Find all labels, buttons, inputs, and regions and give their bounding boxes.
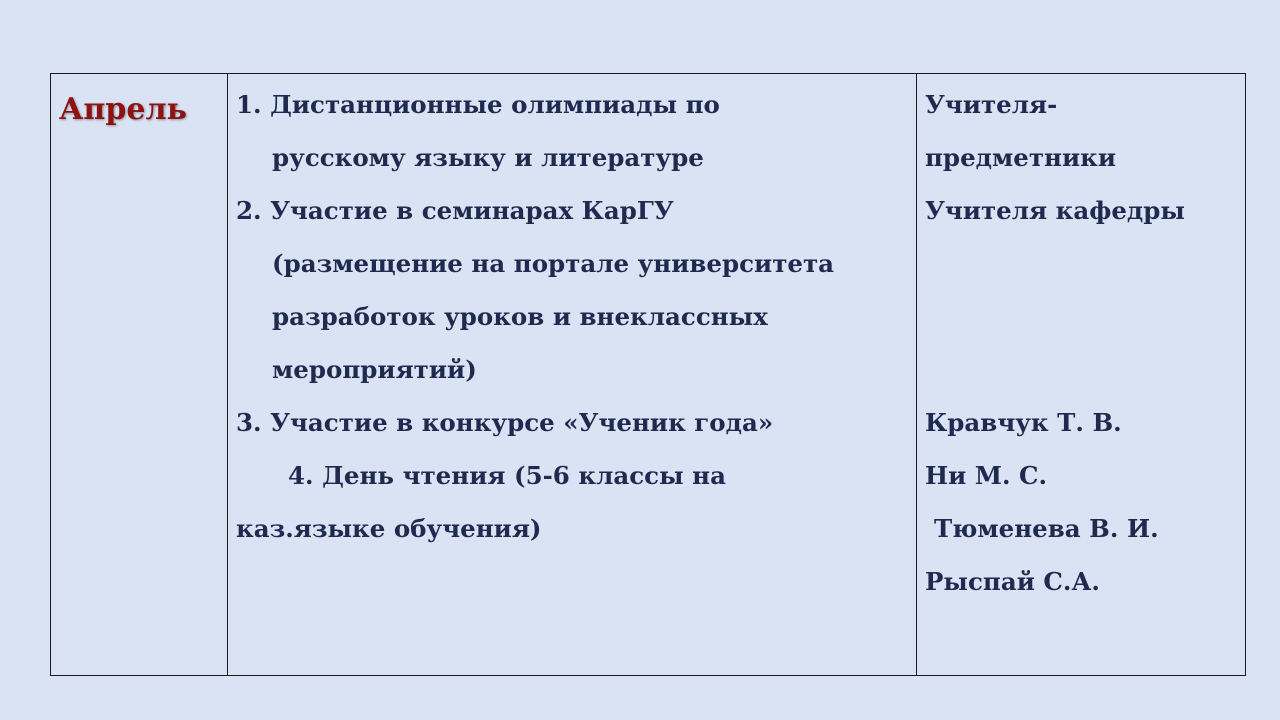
plan-table xyxy=(50,73,1246,676)
table-row xyxy=(51,74,1246,676)
events-list xyxy=(228,74,916,555)
responsible-line: Учителя кафедры xyxy=(925,196,1185,225)
event-line: 3. Участие в конкурсе «Ученик года» xyxy=(236,408,774,437)
responsible-person: Рыспай С.А. xyxy=(925,567,1100,596)
responsible-list xyxy=(917,74,1245,608)
event-line: 1. Дистанционные олимпиады по xyxy=(236,90,720,119)
event-line: разработок уроков и внеклассных xyxy=(272,302,768,331)
responsible-person: Тюменева В. И. xyxy=(934,514,1159,543)
event-line: (размещение на портале университета xyxy=(272,249,835,278)
month-label: Апрель xyxy=(59,92,187,127)
events-cell xyxy=(228,74,917,676)
event-line: 4. День чтения (5-6 классы на xyxy=(288,461,726,490)
responsible-line: предметники xyxy=(925,143,1116,172)
spacer xyxy=(925,237,1245,396)
responsible-line: Учителя- xyxy=(925,90,1058,119)
event-line: мероприятий) xyxy=(272,355,477,384)
event-line: 2. Участие в семинарах КарГУ xyxy=(236,196,674,225)
responsible-person: Кравчук Т. В. xyxy=(925,408,1122,437)
month-cell xyxy=(51,74,228,676)
responsible-person: Ни М. С. xyxy=(925,461,1048,490)
event-line: каз.языке обучения) xyxy=(236,514,542,543)
responsible-cell xyxy=(917,74,1246,676)
event-line: русскому языку и литературе xyxy=(272,143,704,172)
